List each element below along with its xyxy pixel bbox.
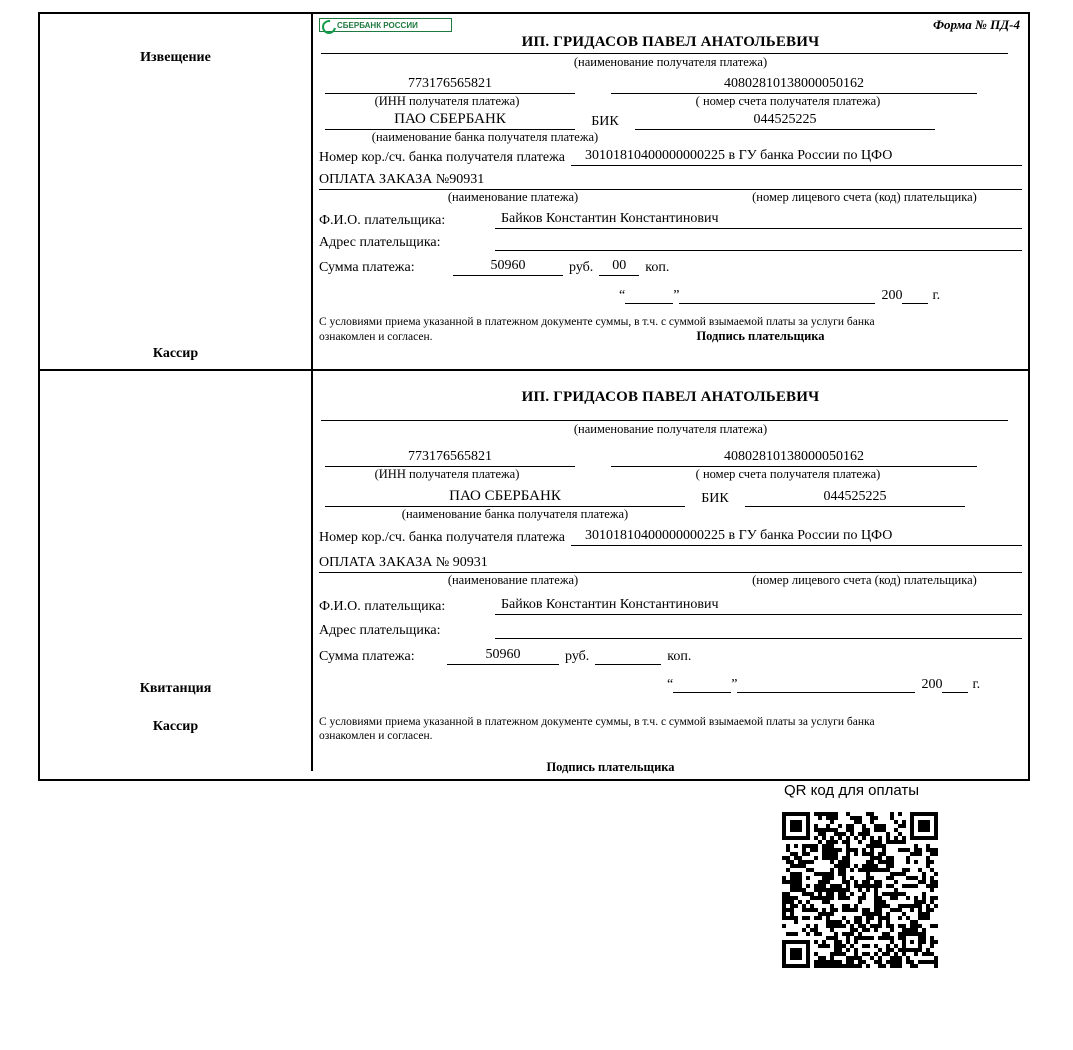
notice-recipient-caption: (наименование получателя платежа) bbox=[573, 55, 768, 69]
notice-corr-value: 30101810400000000225 в ГУ банка России по ЦФО bbox=[571, 148, 1022, 166]
receipt-recipient-rule bbox=[321, 420, 1008, 421]
notice-bank-caption: (наименование банка получателя платежа) bbox=[371, 130, 599, 144]
notice-date-quote-open: “ bbox=[619, 288, 626, 303]
receipt-bik-value: 044525225 bbox=[745, 489, 965, 507]
notice-corr-label: Номер кор./сч. банка получателя платежа bbox=[319, 150, 565, 165]
notice-payer-name-value: Байков Константин Константинович bbox=[495, 211, 1022, 229]
notice-purpose-value: ОПЛАТА ЗАКАЗА №90931 bbox=[319, 172, 707, 190]
receipt-corr-label: Номер кор./сч. банка получателя платежа bbox=[319, 530, 565, 545]
receipt-month-value bbox=[737, 691, 915, 693]
receipt-sum-kop-value bbox=[595, 663, 661, 665]
notice-address-label: Адрес плательщика: bbox=[319, 235, 441, 250]
receipt-purpose-value: ОПЛАТА ЗАКАЗА № 90931 bbox=[319, 555, 707, 573]
notice-bik-value: 044525225 bbox=[635, 112, 935, 130]
receipt-address-value bbox=[495, 637, 1022, 639]
receipt-section bbox=[40, 371, 1028, 779]
receipt-year-suffix: г. bbox=[972, 677, 981, 692]
receipt-kop-word: коп. bbox=[667, 649, 692, 664]
notice-sum-rub-value: 50960 bbox=[453, 258, 563, 276]
receipt-payer-label: Ф.И.О. плательщика: bbox=[319, 599, 446, 614]
receipt-year-value bbox=[942, 691, 968, 693]
notice-conditions-line1: С условиями приема указанной в платежном документе суммы, в т.ч. с суммой взымаемой платы за услуги банка bbox=[319, 316, 875, 328]
receipt-bank-name-value: ПАО СБЕРБАНК bbox=[325, 488, 685, 507]
notice-day-value bbox=[625, 302, 673, 304]
receipt-day-value bbox=[673, 691, 731, 693]
notice-bank-name-value: ПАО СБЕРБАНК bbox=[325, 111, 575, 130]
receipt-recipient-name: ИП. ГРИДАСОВ ПАВЕЛ АНАТОЛЬЕВИЧ bbox=[521, 389, 820, 405]
receipt-signature-label: Подпись плательщика bbox=[546, 759, 675, 774]
receipt-sum-label: Сумма платежа: bbox=[319, 649, 415, 664]
notice-rub-word: руб. bbox=[569, 260, 594, 275]
notice-bik-label: БИК bbox=[591, 114, 619, 129]
notice-recipient-name: ИП. ГРИДАСОВ ПАВЕЛ АНАТОЛЬЕВИЧ bbox=[521, 34, 820, 50]
notice-sum-kop-value: 00 bbox=[599, 258, 639, 276]
notice-address-value bbox=[495, 249, 1022, 251]
sberbank-logo-icon bbox=[319, 18, 452, 32]
notice-year-suffix: г. bbox=[932, 288, 941, 303]
notice-left-column bbox=[40, 14, 313, 369]
notice-payer-label: Ф.И.О. плательщика: bbox=[319, 213, 446, 228]
notice-signature-label: Подпись плательщика bbox=[696, 329, 825, 344]
sberbank-logo-text: СБЕРБАНК РОССИИ bbox=[337, 20, 418, 30]
receipt-payer-name-value: Байков Константин Константинович bbox=[495, 597, 1022, 615]
receipt-left-column bbox=[40, 371, 313, 771]
form-number: Форма № ПД-4 bbox=[932, 17, 1020, 32]
receipt-corr-value: 30101810400000000225 в ГУ банка России по ЦФО bbox=[571, 528, 1022, 546]
notice-date-quote-close: ” bbox=[673, 288, 680, 303]
receipt-conditions-line1: С условиями приема указанной в платежном документе суммы, в т.ч. с суммой взымаемой платы за услуги банка bbox=[319, 716, 875, 728]
notice-kop-word: коп. bbox=[645, 260, 670, 275]
receipt-conditions-line2: ознакомлен и согласен. bbox=[319, 730, 433, 743]
sberbank-mark-icon bbox=[321, 19, 335, 31]
receipt-bank-caption: (наименование банка получателя платежа) bbox=[401, 507, 629, 521]
receipt-cashier-label: Кассир bbox=[152, 719, 199, 734]
receipt-account-caption: ( номер счета получателя платежа) bbox=[695, 467, 881, 481]
receipt-year-prefix: 200 bbox=[921, 677, 943, 692]
notice-right-column bbox=[313, 14, 1028, 369]
notice-sum-label: Сумма платежа: bbox=[319, 260, 415, 275]
notice-recipient-rule bbox=[321, 53, 1008, 54]
receipt-inn-caption: (ИНН получателя платежа) bbox=[374, 467, 520, 481]
receipt-bik-label: БИК bbox=[701, 491, 729, 506]
notice-year-prefix: 200 bbox=[881, 288, 903, 303]
notice-account-caption: ( номер счета получателя платежа) bbox=[695, 94, 881, 108]
qr-code-canvas bbox=[782, 812, 938, 968]
receipt-personal-account-caption: (номер лицевого счета (код) плательщика) bbox=[752, 573, 977, 587]
notice-purpose-caption: (наименование платежа) bbox=[447, 190, 579, 204]
notice-year-value bbox=[902, 302, 928, 304]
payment-form bbox=[38, 12, 1030, 781]
receipt-date-quote-open: “ bbox=[667, 677, 674, 692]
notice-inn-caption: (ИНН получателя платежа) bbox=[374, 94, 520, 108]
receipt-date-quote-close: ” bbox=[731, 677, 738, 692]
notice-inn-value: 773176565821 bbox=[325, 76, 575, 94]
notice-conditions-line2: ознакомлен и согласен. bbox=[319, 331, 433, 343]
receipt-address-label: Адрес плательщика: bbox=[319, 623, 441, 638]
receipt-account-value: 40802810138000050162 bbox=[611, 449, 977, 467]
notice-cashier-label: Кассир bbox=[152, 346, 199, 361]
notice-section bbox=[40, 14, 1028, 371]
receipt-sum-rub-value: 50960 bbox=[447, 647, 559, 665]
receipt-inn-value: 773176565821 bbox=[325, 449, 575, 467]
receipt-right-column bbox=[313, 371, 1028, 779]
notice-side-label: Извещение bbox=[140, 50, 211, 65]
qr-title: QR код для оплаты bbox=[784, 782, 920, 799]
receipt-side-label: Квитанция bbox=[139, 681, 212, 696]
receipt-purpose-caption: (наименование платежа) bbox=[447, 573, 579, 587]
notice-personal-account-caption: (номер лицевого счета (код) плательщика) bbox=[752, 190, 977, 204]
receipt-rub-word: руб. bbox=[565, 649, 590, 664]
receipt-recipient-caption: (наименование получателя платежа) bbox=[573, 422, 768, 436]
qr-code bbox=[776, 806, 944, 974]
notice-account-value: 40802810138000050162 bbox=[611, 76, 977, 94]
notice-month-value bbox=[679, 302, 875, 304]
